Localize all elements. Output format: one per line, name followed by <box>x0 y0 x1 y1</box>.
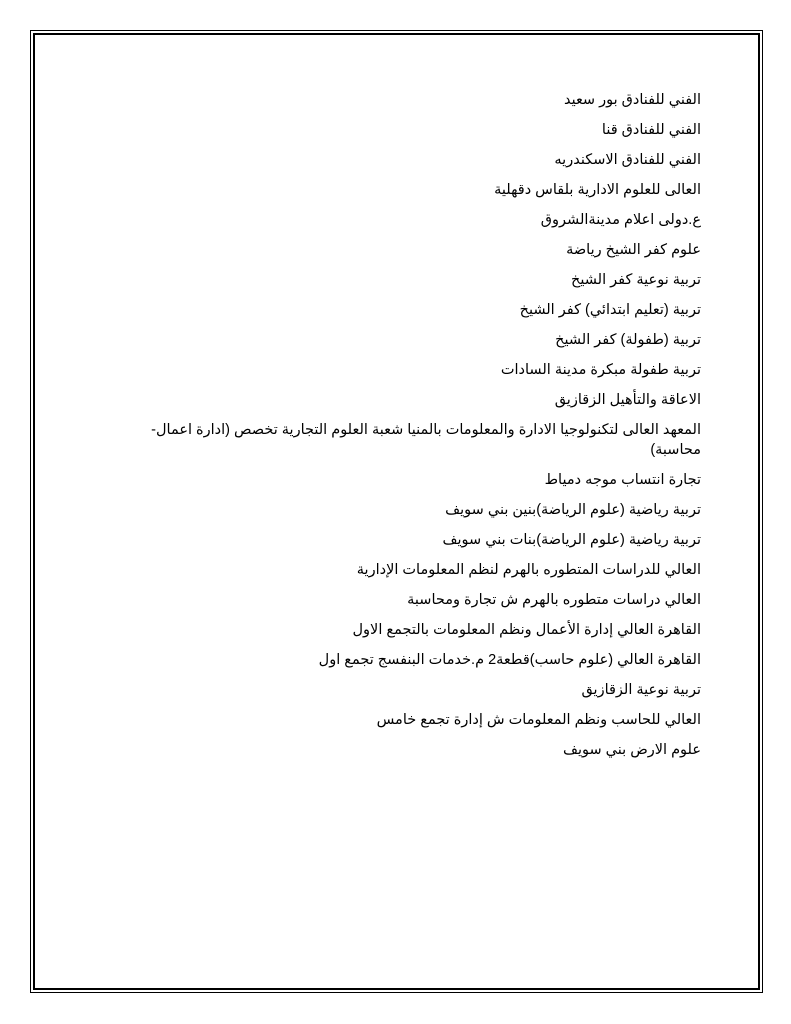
list-item: القاهرة العالي إدارة الأعمال ونظم المعلومات بالتجمع الاول <box>352 622 701 638</box>
list-item: تربية رياضية (علوم الرياضة)بنين بني سويف <box>445 502 701 518</box>
list-item: العالي للحاسب ونظم المعلومات ش إدارة تجمع خامس <box>376 712 701 728</box>
list-item: الفني للفنادق بور سعيد <box>563 92 701 108</box>
list-item: الاعاقة والتأهيل الزقازيق <box>554 392 701 408</box>
list-item: تربية (طفولة) كفر الشيخ <box>555 332 701 348</box>
list-item: العالي للدراسات المتطوره بالهرم لنظم المعلومات الإدارية <box>356 562 701 578</box>
list-item: تربية (تعليم ابتدائي) كفر الشيخ <box>519 302 701 318</box>
list-item: المعهد العالى لتكنولوجيا الادارة والمعلومات بالمنيا شعبة العلوم التجارية تخصص (ادارة اعمال-محاسبة) <box>151 422 701 458</box>
list-item: علوم الارض بني سويف <box>562 742 701 758</box>
list-item: الفني للفنادق قنا <box>601 122 701 138</box>
list-item: القاهرة العالي (علوم حاسب)قطعة2 م.خدمات البنفسج تجمع اول <box>318 652 701 668</box>
institution-list <box>118 90 701 770</box>
list-item: تربية نوعية الزقازيق <box>581 682 701 698</box>
list-item: تربية نوعية كفر الشيخ <box>571 272 701 288</box>
list-item: الفني للفنادق الاسكندريه <box>554 152 701 168</box>
list-item: العالى للعلوم الادارية بلقاس دقهلية <box>494 182 701 198</box>
list-item: العالي دراسات متطوره بالهرم ش تجارة ومحاسبة <box>407 592 701 608</box>
list-item: ع.دولى اعلام مدينةالشروق <box>540 212 701 228</box>
list-item: تربية رياضية (علوم الرياضة)بنات بني سويف <box>442 532 701 548</box>
list-item: تربية طفولة مبكرة مدينة السادات <box>500 362 701 378</box>
list-item: تجارة انتساب موجه دمياط <box>544 472 701 488</box>
list-item: علوم كفر الشيخ رياضة <box>566 242 701 258</box>
